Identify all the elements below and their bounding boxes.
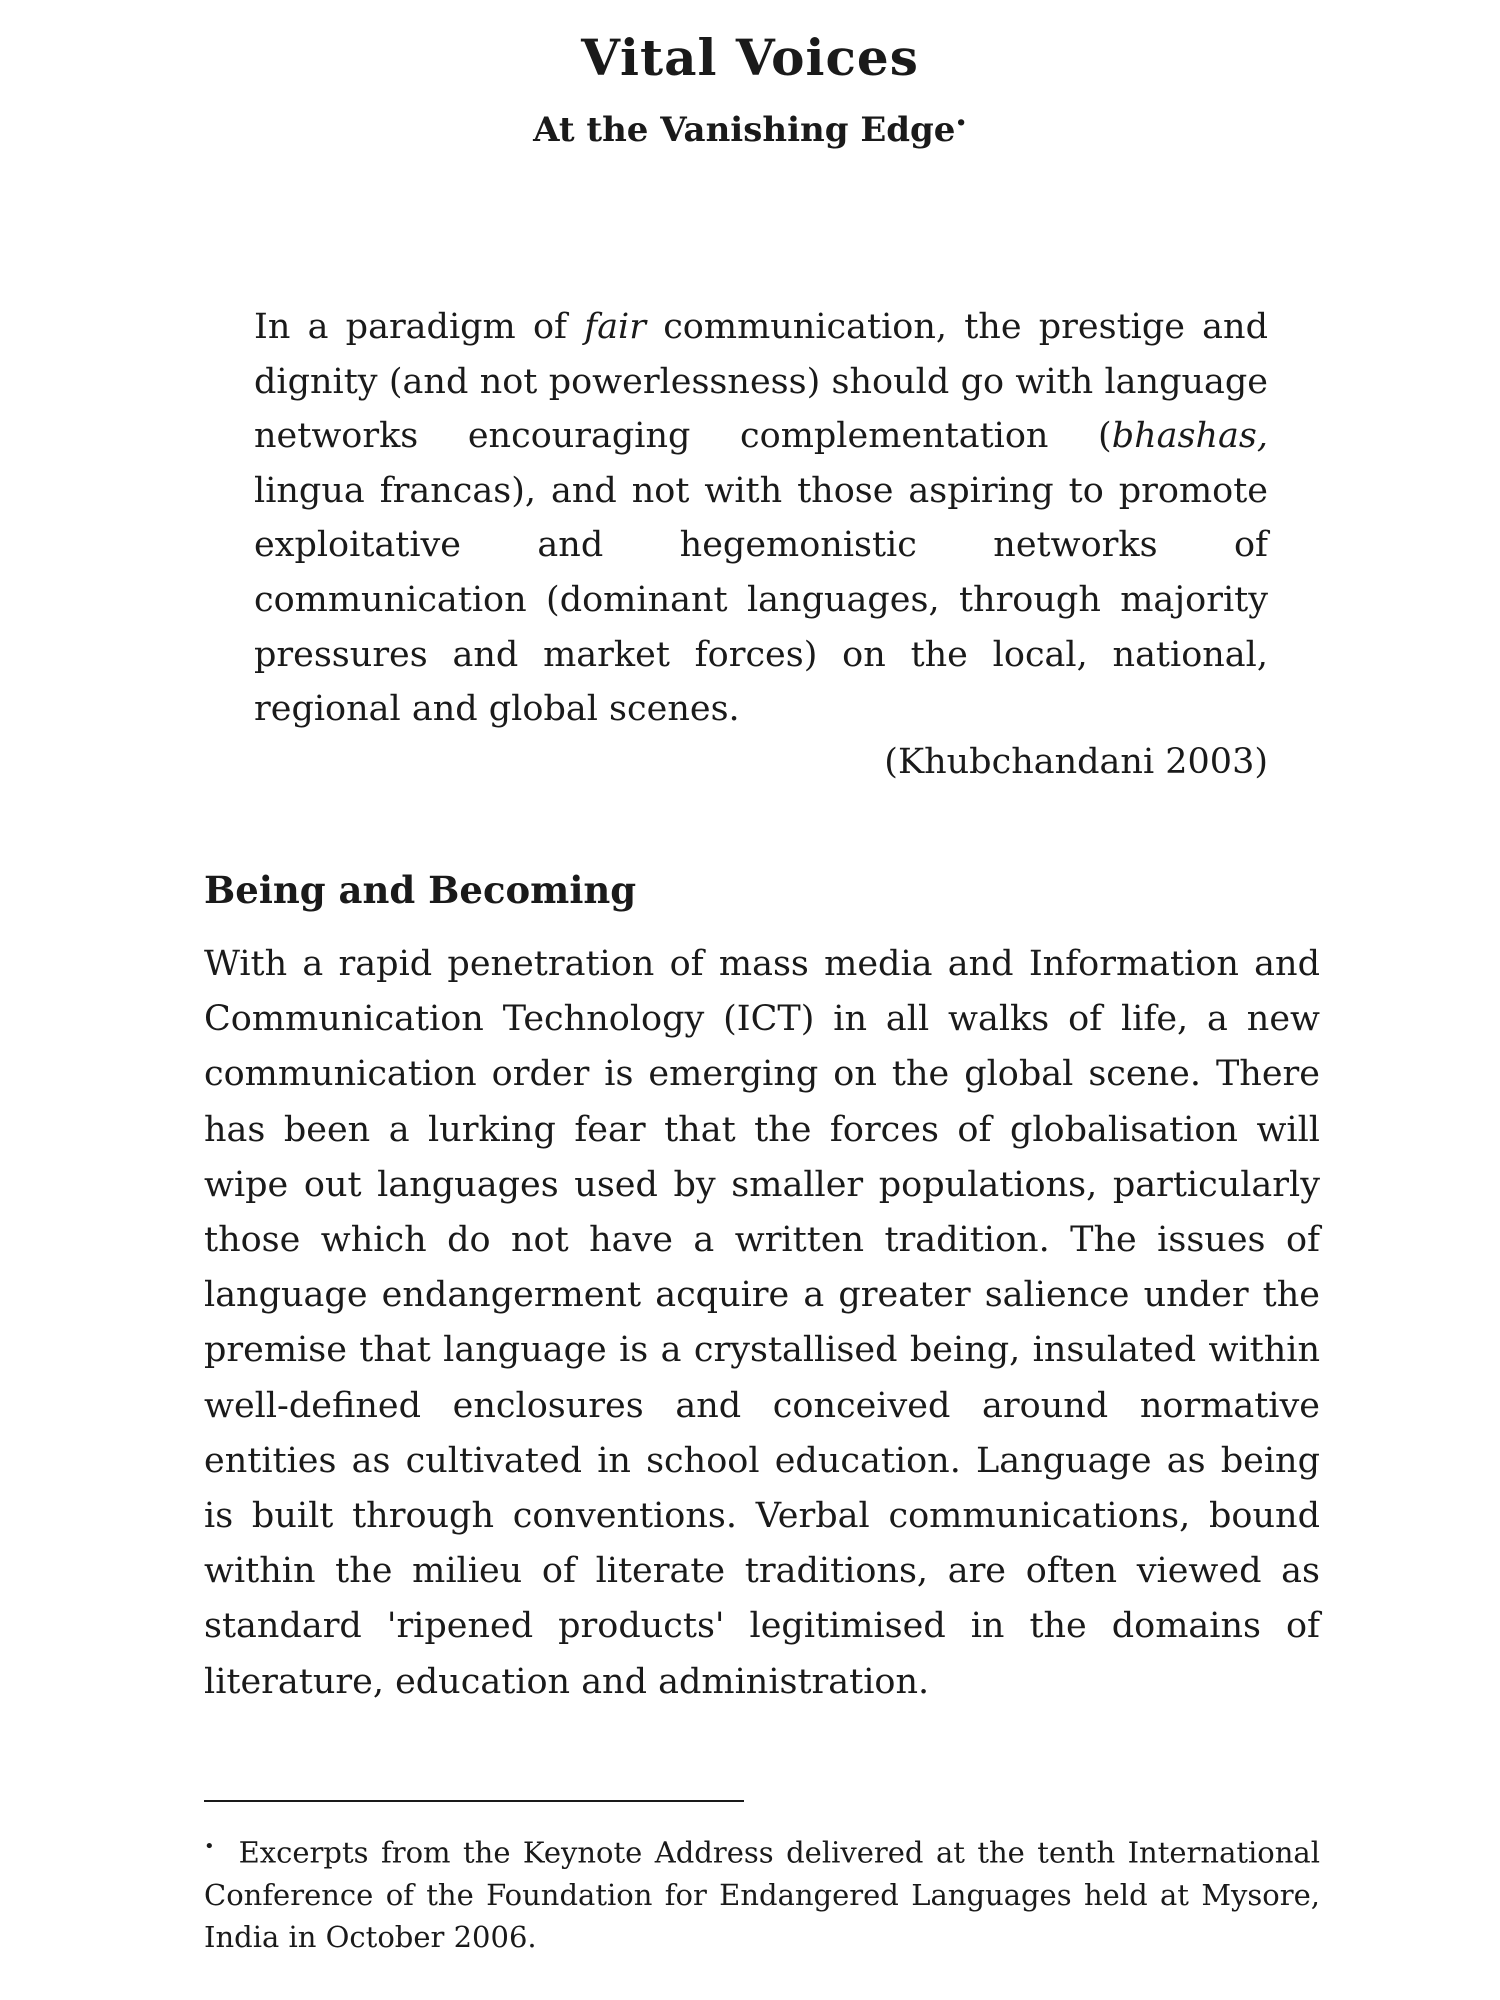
page-subtitle [0,110,1500,150]
epigraph-part-1: In a paradigm of [254,307,585,347]
footnote-marker: • [204,1836,215,1857]
footnote-divider [204,1800,744,1802]
section-paragraph: With a rapid penetration of mass media and Information and Communication Technology (ICT) in all walks of life, a new communication order is emerging on the global scene. There has been a lurking fear that the forces of globalisation will wipe out languages used by smaller populations, particularly those which do not have a written tradition. The issues of language endangerment acquire a greater salience under the premise that language is a crystallised being, insulated within well-defined enclosures and conceived around normative entities as cultivated in school education. Language as being is built through conventions. Verbal communications, bound within the milieu of literate traditions, are often viewed as standard 'ripened products' legitimised in the domains of literature, education and administration. [204,944,1320,1702]
epigraph-emphasis-2: bhashas, [1111,416,1268,457]
epigraph-emphasis-1: fair [584,307,646,347]
epigraph-quote [254,300,1268,737]
subtitle-footnote-marker: • [955,112,967,134]
epigraph-citation: (Khubchandani 2003) [884,742,1268,782]
subtitle-text: At the Vanishing Edge [533,110,956,150]
epigraph-part-2: communication, the prestige and dignity (and not powerlessness) should go with language networks encouraging complementation ( [254,307,1268,457]
footnote-text: Excerpts from the Keynote Address delivered at the tenth International Conference of the Foundation for Endangered Languages held at Mysore, India in October 2006. [204,1835,1320,1954]
epigraph-part-3: lingua francas), and not with those aspiring to promote exploitative and hegemonistic networks of communication (dominant languages, through majority pressures and market forces) on the local, national, regional and global scenes. [254,470,1268,730]
footnote [204,1826,1320,1958]
section-heading: Being and Becoming [204,868,637,912]
page-title: Vital Voices [581,28,919,87]
